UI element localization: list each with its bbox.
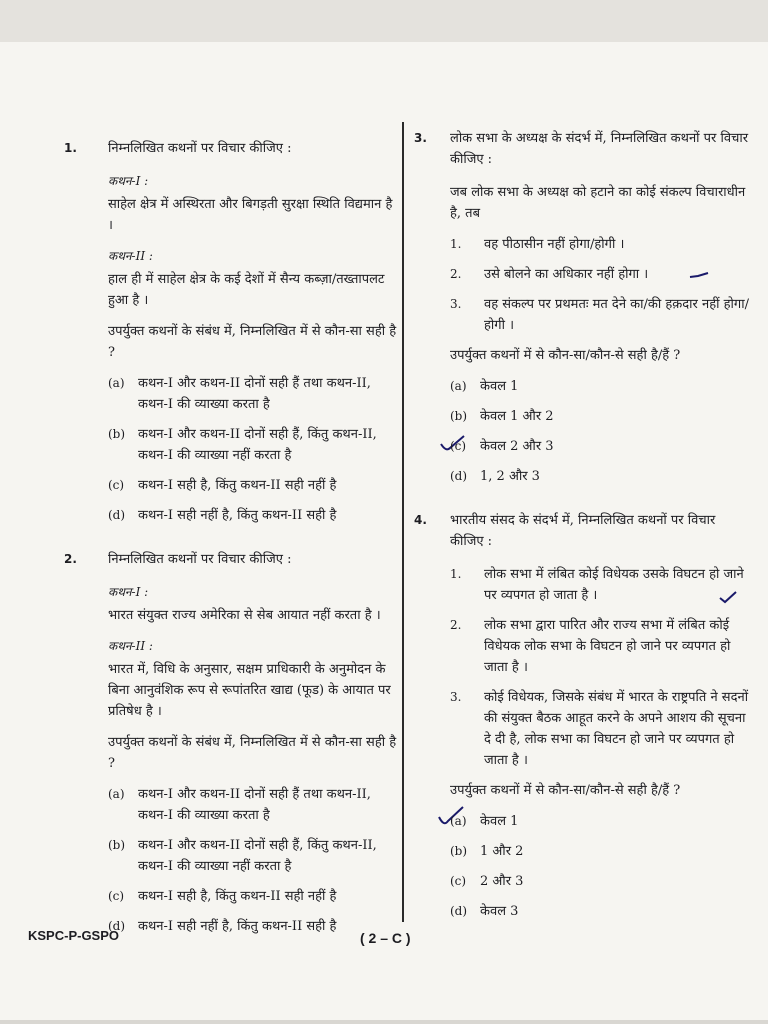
option-text: कथन-I और कथन-II दोनों सही हैं तथा कथन-II, कथन-I की व्याख्या करता है	[138, 787, 371, 823]
question-number: 1.	[64, 141, 77, 155]
option-text: केवल 2 और 3	[480, 439, 554, 454]
right-column	[414, 128, 750, 931]
option-a[interactable]	[450, 376, 750, 397]
option-label: (d)	[450, 904, 468, 918]
option-text: केवल 1 और 2	[480, 409, 554, 424]
statement-3	[450, 687, 750, 771]
option-text: कथन-I सही नहीं है, किंतु कथन-II सही है	[138, 919, 337, 934]
statement-1-text: साहेल क्षेत्र में अस्थिरता और बिगड़ती सुरक्षा स्थिति विद्यमान है ।	[108, 197, 393, 233]
question-prompt: उपर्युक्त कथनों में से कौन-सा/कौन-से सही है/हैं ?	[450, 783, 681, 798]
option-text: 2 और 3	[480, 874, 524, 889]
statement-label: 2.	[450, 267, 462, 281]
question-stem: भारतीय संसद के संदर्भ में, निम्नलिखित कथनों पर विचार कीजिए :	[450, 513, 716, 549]
option-label: (d)	[108, 508, 126, 522]
question-stem: लोक सभा के अध्यक्ष के संदर्भ में, निम्नलिखित कथनों पर विचार कीजिए :	[450, 131, 749, 167]
spacer	[64, 535, 400, 549]
option-text: कथन-I सही है, किंतु कथन-II सही नहीं है	[138, 478, 337, 493]
statement-2	[450, 264, 750, 285]
statement-2-text: हाल ही में साहेल क्षेत्र के कई देशों में सैन्य कब्ज़ा/तख्तापलट हुआ है ।	[108, 272, 385, 308]
question-stem: निम्नलिखित कथनों पर विचार कीजिए :	[108, 141, 292, 156]
statement-text: उसे बोलने का अधिकार नहीं होगा ।	[484, 267, 649, 282]
option-label: (a)	[450, 379, 467, 393]
option-a[interactable]	[108, 373, 400, 415]
option-text: 1, 2 और 3	[480, 469, 540, 484]
question-prompt: उपर्युक्त कथनों में से कौन-सा/कौन-से सही है/हैं ?	[450, 348, 681, 363]
column-divider	[402, 122, 404, 922]
option-b[interactable]	[108, 424, 400, 466]
option-text: कथन-I सही है, किंतु कथन-II सही नहीं है	[138, 889, 337, 904]
scan-background	[0, 0, 768, 42]
statement-1-label: कथन-I :	[108, 585, 149, 599]
statement-text: वह पीठासीन नहीं होगा/होगी ।	[484, 237, 625, 252]
option-text: कथन-I और कथन-II दोनों सही हैं, किंतु कथन-II, कथन-I की व्याख्या नहीं करता है	[138, 427, 377, 463]
option-label: (b)	[108, 427, 126, 441]
statement-text: लोक सभा में लंबित कोई विधेयक उसके विघटन हो जाने पर व्यपगत हो जाता है ।	[484, 567, 744, 603]
option-label: (b)	[450, 844, 468, 858]
statement-2-text: भारत में, विधि के अनुसार, सक्षम प्राधिकारी के अनुमोदन के बिना आनुवंशिक रूप से रूपांतरित खाद्य (फूड) के आयात पर प्रतिषेध है ।	[108, 662, 391, 719]
option-a[interactable]	[450, 811, 750, 832]
pen-mark-icon	[688, 270, 710, 280]
option-d[interactable]	[450, 466, 750, 487]
option-b[interactable]	[450, 841, 750, 862]
statement-text: लोक सभा द्वारा पारित और राज्य सभा में लंबित कोई विधेयक लोक सभा के विघटन हो जाने पर व्यपगत हो जाता है ।	[484, 618, 731, 675]
option-label: (a)	[108, 376, 125, 390]
option-c[interactable]	[108, 475, 400, 496]
option-text: केवल 3	[480, 904, 519, 919]
statement-2-label: कथन-II :	[108, 249, 153, 263]
paper-code: KSPC-P-GSPO	[28, 928, 120, 943]
option-label: (c)	[450, 874, 467, 888]
spacer	[414, 496, 750, 510]
option-text: कथन-I और कथन-II दोनों सही हैं तथा कथन-II, कथन-I की व्याख्या करता है	[138, 376, 371, 412]
question-2	[64, 549, 400, 937]
option-text: केवल 1	[480, 379, 519, 394]
option-c[interactable]	[108, 886, 400, 907]
option-c[interactable]	[450, 871, 750, 892]
statement-2-label: कथन-II :	[108, 639, 153, 653]
option-text: केवल 1	[480, 814, 519, 829]
option-label: (b)	[450, 409, 468, 423]
option-text: 1 और 2	[480, 844, 524, 859]
page-number: ( 2 – C )	[360, 930, 411, 946]
option-text: कथन-I और कथन-II दोनों सही हैं, किंतु कथन-II, कथन-I की व्याख्या नहीं करता है	[138, 838, 377, 874]
statement-text: वह संकल्प पर प्रथमतः मत देने का/की हक़दार नहीं होगा/होगी ।	[484, 297, 749, 333]
option-text: कथन-I सही नहीं है, किंतु कथन-II सही है	[138, 508, 337, 523]
question-3	[414, 128, 750, 487]
tick-mark-icon	[718, 590, 738, 604]
option-label: (d)	[108, 919, 126, 933]
statement-label: 1.	[450, 237, 462, 251]
option-label: (a)	[108, 787, 125, 801]
statement-1	[450, 564, 750, 606]
question-number: 2.	[64, 552, 77, 566]
statement-label: 3.	[450, 297, 462, 311]
question-prompt: उपर्युक्त कथनों के संबंध में, निम्नलिखित में से कौन-सा सही है ?	[108, 735, 397, 771]
statement-1	[450, 234, 750, 255]
question-stem: निम्नलिखित कथनों पर विचार कीजिए :	[108, 552, 292, 567]
statement-2	[450, 615, 750, 678]
statement-text: कोई विधेयक, जिसके संबंध में भारत के राष्ट्रपति ने सदनों की संयुक्त बैठक आहूत करने के अपने आशय की सूचना दे दी है, लोक सभा का विघटन हो जाने पर व्यपगत हो जाता है ।	[484, 690, 749, 768]
question-prompt: उपर्युक्त कथनों के संबंध में, निम्नलिखित में से कौन-सा सही है ?	[108, 324, 397, 360]
option-label: (b)	[108, 838, 126, 852]
option-c[interactable]	[450, 436, 750, 457]
option-label: (c)	[108, 478, 125, 492]
option-label: (a)	[450, 814, 467, 828]
option-d[interactable]	[108, 505, 400, 526]
option-d[interactable]	[450, 901, 750, 922]
option-d[interactable]	[108, 916, 400, 937]
left-column	[64, 138, 400, 946]
option-label: (c)	[450, 439, 467, 453]
exam-page	[0, 42, 768, 1020]
statement-1-label: कथन-I :	[108, 174, 149, 188]
question-number: 4.	[414, 513, 427, 527]
statement-label: 2.	[450, 618, 462, 632]
option-b[interactable]	[450, 406, 750, 427]
statement-label: 1.	[450, 567, 462, 581]
question-number: 3.	[414, 131, 427, 145]
option-label: (c)	[108, 889, 125, 903]
question-intro: जब लोक सभा के अध्यक्ष को हटाने का कोई संकल्प विचाराधीन है, तब	[450, 185, 746, 221]
option-b[interactable]	[108, 835, 400, 877]
question-1	[64, 138, 400, 526]
option-a[interactable]	[108, 784, 400, 826]
statement-1-text: भारत संयुक्त राज्य अमेरिका से सेब आयात नहीं करता है ।	[108, 608, 381, 623]
question-4	[414, 510, 750, 922]
statement-3	[450, 294, 750, 336]
statement-label: 3.	[450, 690, 462, 704]
option-label: (d)	[450, 469, 468, 483]
